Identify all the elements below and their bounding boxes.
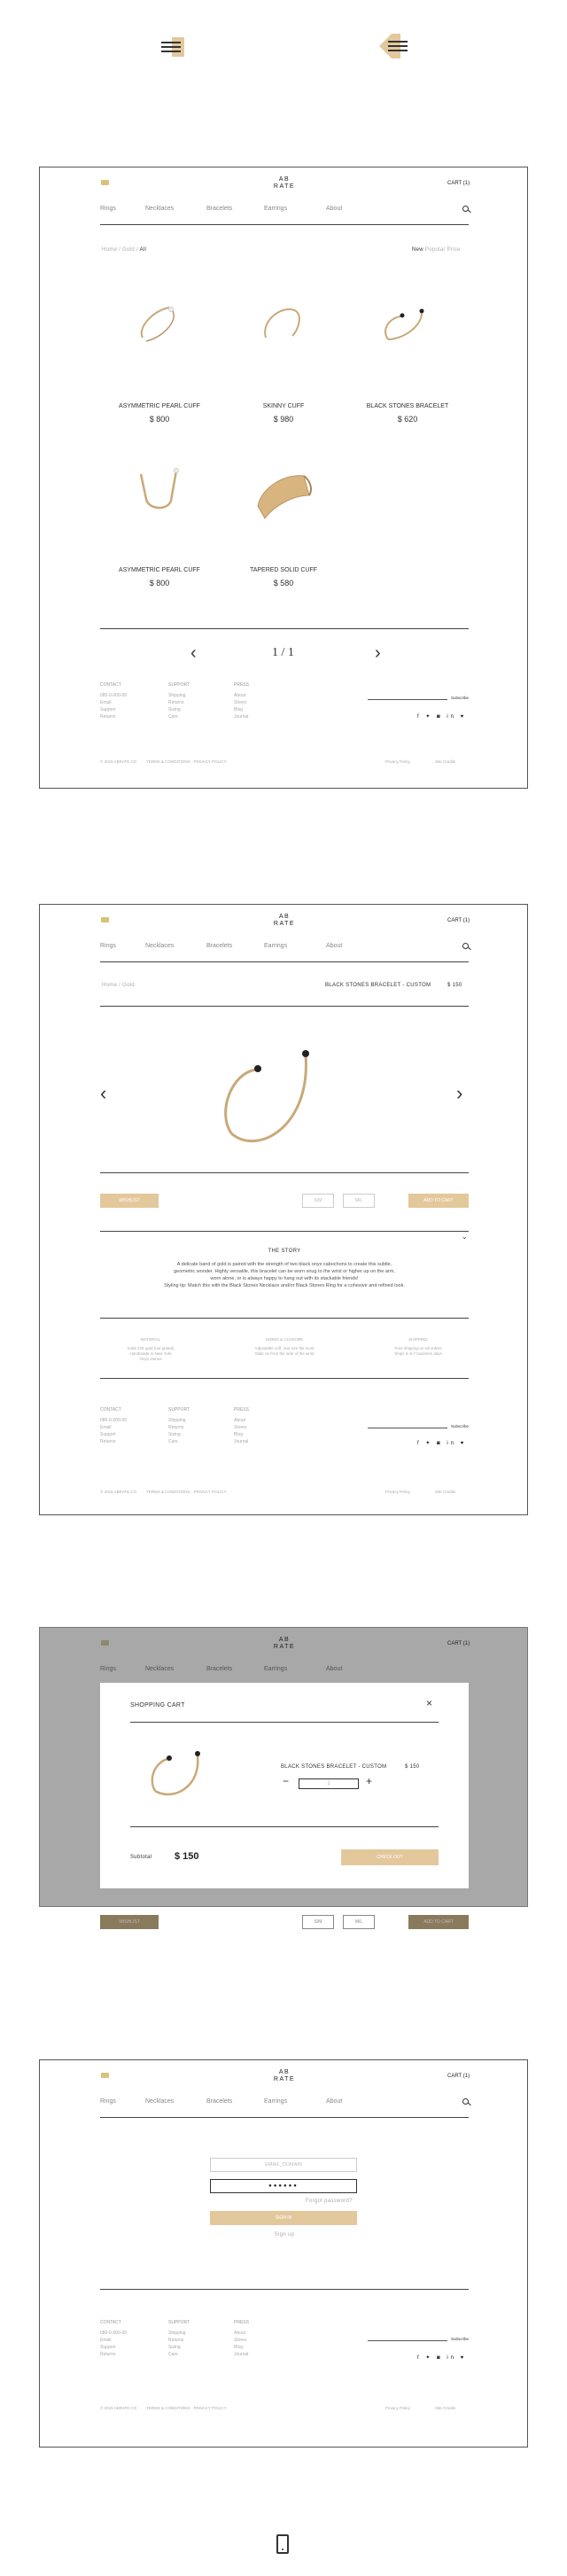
footer-divider [100, 1378, 469, 1379]
header-divider [100, 224, 469, 225]
size-s-button[interactable]: S/M [302, 1915, 334, 1929]
story-title: THE STORY [268, 1249, 301, 1254]
copyright: © 2015 ABRATE.CO [100, 2406, 137, 2410]
site-logo[interactable]: AB RATE [273, 176, 296, 190]
cart-title: SHOPPING CART [130, 1702, 185, 1708]
title-divider [100, 1006, 469, 1007]
wishlist-button[interactable]: WISHLIST [100, 1915, 159, 1929]
breadcrumb-sep: / [136, 247, 138, 253]
breadcrumb[interactable]: Home / Gold [102, 983, 135, 988]
footer-col-support: SUPPORT Shipping Returns Sizing Care [168, 1407, 190, 1444]
add-to-cart-button[interactable]: ADD TO CART [408, 1194, 469, 1208]
breadcrumb-home[interactable]: Home [102, 247, 118, 253]
product-name[interactable]: TAPERED SOLID CUFF [249, 567, 318, 573]
wishlist-button[interactable]: WISHLIST [100, 1194, 159, 1208]
social-icons[interactable]: f ✦ ◙ in ♥ [417, 714, 467, 720]
breadcrumb-gold[interactable]: Gold [122, 247, 135, 253]
credits-link[interactable]: Site Credits [435, 2406, 456, 2410]
legal-links[interactable]: TERMS & CONDITIONS · PRIVACY POLICY [146, 759, 227, 764]
pagination [272, 646, 294, 660]
nav-necklaces[interactable]: Necklaces [145, 943, 175, 949]
copyright: © 2015 ABRATE.CO [100, 759, 137, 764]
nav-about[interactable]: About [326, 943, 343, 949]
info-divider [100, 1318, 469, 1319]
subscribe-button[interactable]: Subscribe [451, 2337, 470, 2341]
product-price: $ 980 [273, 415, 294, 424]
qty-input[interactable]: 1 [299, 1778, 359, 1789]
nav-earrings[interactable]: Earrings [264, 206, 288, 212]
nav-necklaces[interactable]: Necklaces [145, 2098, 175, 2105]
sort-others[interactable]: Popular Price [424, 247, 461, 253]
breadcrumb [102, 247, 146, 253]
product-image-pearl-cuff[interactable] [136, 302, 189, 346]
close-icon[interactable]: × [426, 1697, 433, 1709]
product-name[interactable]: SKINNY CUFF [262, 403, 305, 409]
product-name[interactable]: ASYMMETRIC PEARL CUFF [119, 403, 200, 409]
hamburger-menu-icon[interactable] [161, 37, 190, 57]
product-price: $ 150 [447, 983, 462, 988]
nav-bracelets[interactable]: Bracelets [206, 2098, 233, 2105]
credits-link[interactable]: Site Credits [435, 1490, 456, 1494]
breadcrumb-sep: / [119, 247, 121, 253]
subscribe-button[interactable]: Subscribe [451, 696, 470, 700]
footer-col-contact: CONTACT 080-0-000-00 Email Support Returns [100, 2320, 128, 2357]
size-m-button[interactable]: M/L [343, 1915, 375, 1929]
info-shipping: SHIPPING Free shipping on all orders Ships in 5-7 business days [394, 1337, 442, 1356]
product-price: $ 580 [273, 579, 294, 588]
page-total: 1 [287, 646, 294, 659]
page-current: 1 [272, 646, 278, 659]
product-image-pearl-cuff-2[interactable] [132, 467, 185, 520]
size-s-button[interactable]: S/M [302, 1194, 334, 1208]
footer-col-support: SUPPORT Shipping Returns Sizing Care [168, 682, 190, 720]
email-field[interactable]: EMAIL_DOMAIN [210, 2158, 357, 2172]
sign-in-button[interactable]: SIGN IN [210, 2211, 357, 2225]
search-icon[interactable] [462, 943, 469, 949]
listing-page-frame [39, 167, 528, 789]
site-logo[interactable]: AB RATE [273, 914, 296, 927]
nav-rings[interactable]: Rings [100, 1666, 116, 1672]
cart-item-image [146, 1747, 208, 1800]
nav-bracelets[interactable]: Bracelets [206, 206, 233, 212]
search-icon[interactable] [462, 206, 469, 212]
search-icon[interactable] [462, 2098, 469, 2105]
prev-image-icon[interactable]: ‹ [100, 1082, 107, 1104]
language-flag-icon[interactable] [101, 2073, 109, 2078]
privacy-link[interactable]: Privacy Policy [385, 759, 411, 764]
back-arrow-menu-icon[interactable] [379, 34, 415, 58]
cart-link[interactable]: CART (1) [447, 918, 470, 923]
site-logo[interactable]: AB RATE [273, 1637, 296, 1650]
footer-col-press: PRESS About Stores Blog Journal [234, 1407, 249, 1444]
subtotal-value: $ 150 [175, 1851, 199, 1862]
language-flag-icon[interactable] [101, 180, 109, 185]
story-divider [100, 1231, 469, 1232]
breadcrumb-current: All [139, 247, 147, 253]
subscribe-button[interactable]: Subscribe [451, 1424, 470, 1428]
sign-up-link[interactable]: Sign up [274, 2232, 295, 2237]
cart-item-price: $ 150 [405, 1764, 420, 1770]
shopping-cart-modal [100, 1683, 469, 1888]
product-price: $ 620 [397, 415, 418, 424]
nav-earrings[interactable]: Earrings [264, 943, 288, 949]
footer-col-support: SUPPORT Shipping Returns Sizing Care [168, 2320, 190, 2357]
prev-page-icon[interactable]: ‹ [190, 643, 197, 663]
language-flag-icon[interactable] [101, 917, 109, 922]
copyright: © 2015 ABRATE.CO [100, 1490, 137, 1494]
nav-earrings[interactable]: Earrings [264, 2098, 288, 2105]
nav-earrings[interactable]: Earrings [264, 1666, 288, 1672]
footer-col-contact: CONTACT 080-0-000-00 Email Support Returns [100, 682, 128, 720]
next-page-icon[interactable]: › [375, 643, 381, 663]
product-image-black-stones-bracelet[interactable] [381, 302, 434, 346]
add-to-cart-button[interactable]: ADD TO CART [408, 1915, 469, 1929]
cart-modal-frame [39, 1627, 528, 1925]
login-page-frame [39, 2059, 528, 2448]
nav-about[interactable]: About [326, 1666, 343, 1672]
privacy-link[interactable]: Privacy Policy [385, 2406, 411, 2410]
sort-options[interactable] [412, 247, 461, 253]
qty-plus-button[interactable]: + [366, 1775, 373, 1787]
pagination-divider [100, 628, 469, 629]
footer-divider [100, 2289, 469, 2290]
cart-item-name: BLACK STONES BRACELET - CUSTOM [281, 1764, 387, 1770]
product-title: BLACK STONES BRACELET - CUSTOM [325, 983, 431, 988]
nav-about[interactable]: About [326, 2098, 343, 2105]
nav-rings[interactable]: Rings [100, 943, 116, 949]
subscribe-input[interactable] [368, 2340, 447, 2341]
cart-bottom-divider [130, 1826, 439, 1827]
product-price: $ 800 [149, 415, 170, 424]
nav-bracelets[interactable]: Bracelets [206, 1666, 233, 1672]
product-price: $ 800 [149, 579, 170, 588]
product-name[interactable]: ASYMMETRIC PEARL CUFF [119, 567, 200, 573]
legal-links[interactable]: TERMS & CONDITIONS · PRIVACY POLICY [146, 2406, 227, 2410]
size-m-button[interactable]: M/L [343, 1194, 375, 1208]
social-icons[interactable]: f ✦ ◙ in ♥ [417, 1441, 467, 1446]
cart-link[interactable]: CART (1) [447, 1641, 470, 1646]
product-name[interactable]: BLACK STONES BRACELET [366, 403, 449, 409]
credits-link[interactable]: Site Credits [435, 759, 456, 764]
page-separator: / [281, 646, 285, 659]
privacy-link[interactable]: Privacy Policy [385, 1490, 411, 1494]
password-field[interactable]: ●●●●●● [210, 2179, 357, 2193]
social-icons[interactable]: f ✦ ◙ in ♥ [417, 2355, 467, 2361]
language-flag-icon[interactable] [101, 1640, 109, 1646]
cart-link[interactable]: CART (1) [447, 2074, 470, 2079]
legal-links[interactable]: TERMS & CONDITIONS · PRIVACY POLICY [146, 1490, 227, 1494]
info-sizing: SIZING & CLOSURE Adjustable cuff, one size fits most Slide on from the side of the wrist [254, 1337, 315, 1356]
product-main-image [214, 1038, 329, 1162]
footer-col-press: PRESS About Stores Blog Journal [234, 2320, 249, 2357]
header-divider [100, 2117, 469, 2118]
site-logo[interactable]: AB RATE [273, 2069, 296, 2082]
info-material: MATERIAL Solid 14K gold (not plated) Handmade in New York Onyx stones [127, 1337, 175, 1361]
product-image-skinny-cuff[interactable] [257, 302, 310, 346]
story-text: A delicate band of gold is paired with the strength of two black onyx cabochons to create this subtle, geometric wonder. Highly versatile, this bracelet can be worn snug to the wrist or higher up on the arm, worn alone, or is always happy to hang out with its stackable friends! Styling tip: Match this with the Black Stones Necklace and/or Black Stones Ring for a cohesive and refined look. [164, 1262, 405, 1288]
nav-bracelets[interactable]: Bracelets [206, 943, 233, 949]
nav-rings[interactable]: Rings [100, 2098, 116, 2105]
header-divider [100, 961, 469, 962]
qty-minus-button[interactable]: − [283, 1775, 290, 1787]
subscribe-input[interactable] [368, 699, 447, 700]
mobile-phone-icon[interactable] [276, 2534, 289, 2554]
cart-link[interactable]: CART (1) [447, 181, 470, 186]
nav-necklaces[interactable]: Necklaces [145, 206, 175, 212]
product-image-tapered-solid-cuff[interactable] [252, 471, 315, 520]
subtotal-label: Subtotal [130, 1855, 152, 1860]
collapse-chevron-icon[interactable]: ⌄ [462, 1233, 468, 1241]
sort-new[interactable]: New [412, 247, 423, 253]
footer-col-press: PRESS About Stores Blog Journal [234, 682, 249, 720]
product-detail-frame [39, 904, 528, 1515]
footer-col-contact: CONTACT 080-0-000-00 Email Support Returns [100, 1407, 128, 1444]
checkout-button[interactable]: CHECK OUT [341, 1849, 439, 1865]
nav-necklaces[interactable]: Necklaces [145, 1666, 175, 1672]
gallery-divider [100, 1172, 469, 1173]
next-image-icon[interactable]: › [456, 1082, 463, 1104]
nav-rings[interactable]: Rings [100, 206, 116, 212]
forgot-password-link[interactable]: Forgot password? [306, 2199, 353, 2204]
nav-about[interactable]: About [326, 206, 343, 212]
cart-top-divider [130, 1722, 439, 1723]
